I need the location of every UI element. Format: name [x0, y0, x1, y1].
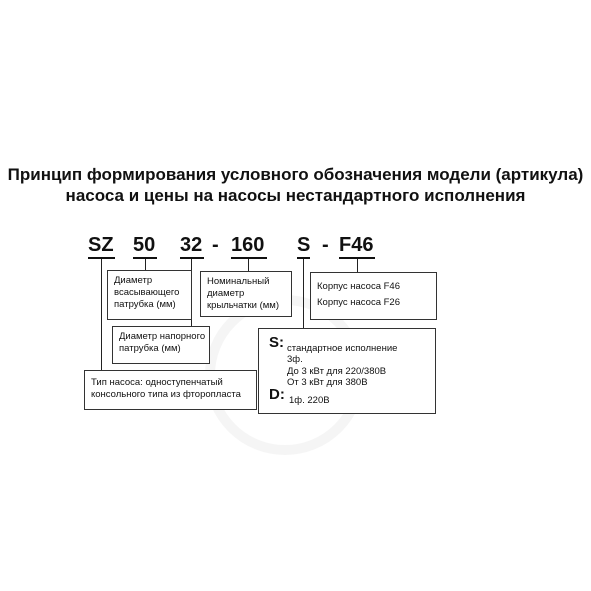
- pump-type-line-1: Тип насоса: одноступенчатый: [91, 377, 223, 388]
- housing-line-1: Корпус насоса F46: [317, 281, 400, 292]
- code-dash-2: -: [322, 234, 329, 256]
- code-32: 32: [180, 234, 203, 256]
- suction-diameter-box: [107, 270, 192, 320]
- pump-type-box: [84, 370, 257, 410]
- impeller-line-1: Номинальный: [207, 276, 270, 287]
- code-32-underline: [180, 257, 204, 259]
- housing-box: [310, 272, 437, 320]
- connector-s: [303, 259, 304, 329]
- code-f46: F46: [339, 234, 374, 256]
- execution-d-key: D:: [269, 386, 285, 403]
- discharge-diameter-box: [112, 326, 210, 364]
- code-dash-1: -: [212, 234, 219, 256]
- connector-f46-top: [357, 259, 358, 273]
- title-line-1: Принцип формирования условного обозначения модели (артикула): [7, 165, 584, 184]
- discharge-line-2: патрубка (мм): [119, 343, 181, 354]
- housing-line-2: Корпус насоса F26: [317, 297, 400, 308]
- execution-s-line-2: 3ф.: [287, 354, 303, 365]
- connector-sz: [101, 259, 102, 371]
- code-160: 160: [231, 234, 265, 256]
- suction-line-1: Диаметр: [114, 275, 153, 286]
- suction-line-3: патрубка (мм): [114, 299, 176, 310]
- suction-line-2: всасывающего: [114, 287, 180, 298]
- discharge-line-1: Диаметр напорного: [119, 331, 206, 342]
- execution-s-line-4: От 3 кВт для 380В: [287, 377, 368, 388]
- code-s: S: [297, 234, 311, 256]
- code-50: 50: [133, 234, 156, 256]
- execution-s-key: S:: [269, 334, 284, 351]
- execution-box: [258, 328, 436, 414]
- execution-s-line-1: стандартное исполнение: [287, 343, 398, 354]
- impeller-line-2: диаметр: [207, 288, 245, 299]
- execution-s-line-3: До 3 кВт для 220/380В: [287, 366, 387, 377]
- impeller-diameter-box: [200, 271, 292, 317]
- code-160-underline: [231, 257, 267, 259]
- execution-d-line: 1ф. 220В: [289, 395, 330, 406]
- pump-type-line-2: консольного типа из фторопласта: [91, 389, 241, 400]
- code-sz: SZ: [88, 234, 114, 256]
- title-line-2: насоса и цены на насосы нестандартного исполнения: [65, 186, 526, 205]
- impeller-line-3: крыльчатки (мм): [207, 300, 279, 311]
